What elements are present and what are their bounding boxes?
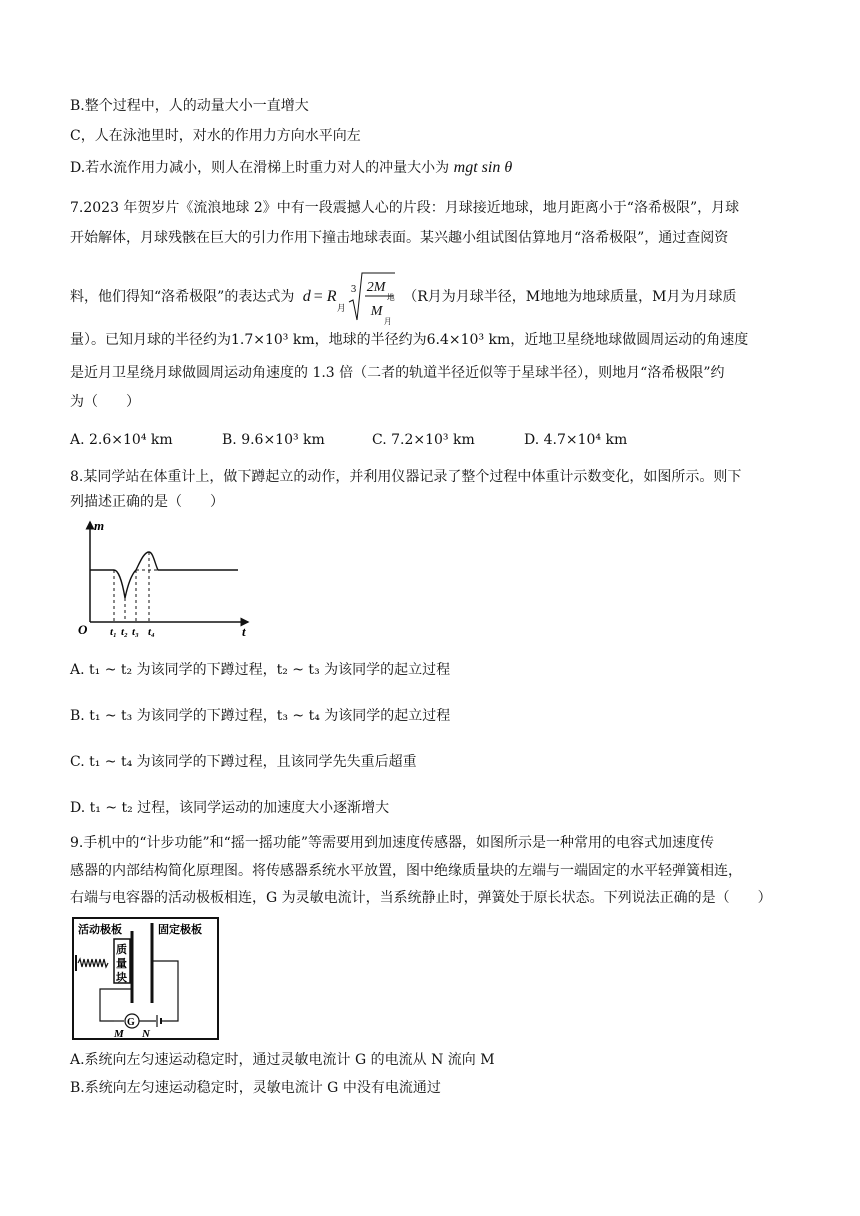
q6-option-d-math: mgt sin θ	[453, 159, 513, 176]
mass-char-2: 量	[116, 958, 127, 970]
formula-den-sub: 月	[383, 317, 392, 326]
q9-option-a: A.系统向左匀速运动稳定时，通过灵敏电流计 G 的电流从 N 流向 M	[70, 1052, 495, 1068]
q7-option-d: D. 4.7×10⁴ km	[524, 432, 628, 448]
formula-root-index: 3	[350, 285, 357, 295]
formula-r: R	[326, 288, 337, 305]
active-plate-label: 活动极板	[78, 924, 122, 936]
formula-numerator: 2M	[366, 280, 386, 295]
t4-label: t₄	[148, 626, 155, 638]
q8-option-c: C. t₁ ~ t₄ 为该同学的下蹲过程，且该同学先失重后超重	[70, 754, 417, 770]
q7-line-3-post: （R月为月球半径，M地地为地球质量，M月为月球质	[403, 289, 737, 305]
mass-char-3: 块	[116, 972, 127, 984]
point-m-label: M	[114, 1028, 124, 1040]
q7-line-6: 为（ ）	[70, 394, 140, 410]
q7-line-4: 量）。已知月球的半径约为1.7×10³ km，地球的半径约为6.4×10³ km，近地卫星绕地球做圆周运动的角速度	[70, 332, 749, 348]
mass-char-1: 质	[116, 944, 127, 956]
formula-r-sub: 月	[336, 304, 346, 314]
q7-line-5: 是近月卫星绕月球做圆周运动角速度的 1.3 倍（二者的轨道半径近似等于星球半径），则地月“洛希极限”约	[70, 365, 725, 381]
mass-curve	[90, 552, 238, 598]
q6-option-b: B.整个过程中，人的动量大小一直增大	[70, 98, 309, 114]
q9-line-2: 感器的内部结构简化原理图。将传感器系统水平放置，图中绝缘质量块的左端与一端固定的水平轻弹簧相连，	[70, 863, 742, 879]
x-axis-label: t	[242, 624, 246, 639]
q9-sensor-diagram	[72, 917, 220, 1041]
q9-line-1: 9.手机中的“计步功能”和“摇一摇功能”等需要用到加速度传感器，如图所示是一种常用的电容式加速度传	[70, 835, 714, 851]
t3-label: t₃	[132, 626, 139, 638]
q7-option-b: B. 9.6×10³ km	[222, 432, 325, 448]
q7-option-a: A. 2.6×10⁴ km	[70, 432, 173, 448]
galvanometer-label: G	[127, 1017, 135, 1028]
q7-line-3	[70, 270, 736, 324]
q6-option-d-text: D.若水流作用力减小，则人在滑梯上时重力对人的冲量大小为	[70, 160, 450, 176]
q7-line-1: 7.2023 年贺岁片《流浪地球 2》中有一段震撼人心的片段：月球接近地球，地月距离小于“洛希极限”，月球	[70, 200, 740, 216]
q7-line-2: 开始解体，月球残骸在巨大的引力作用下撞击地球表面。某兴趣小组试图估算地月“洛希极限”，通过查阅资	[70, 230, 729, 246]
formula-d: d	[302, 288, 311, 305]
t1-label: t₁	[110, 626, 117, 638]
q7-option-c: C. 7.2×10³ km	[372, 432, 475, 448]
t2-label: t₂	[121, 626, 128, 638]
q9-line-3: 右端与电容器的活动极板相连，G 为灵敏电流计，当系统静止时，弹簧处于原长状态。下列说法正确的是（ ）	[70, 890, 772, 906]
q7-line-3-pre: 料，他们得知“洛希极限”的表达式为	[70, 289, 295, 305]
formula-num-sub: 地	[386, 293, 395, 302]
q9-option-b: B.系统向左匀速运动稳定时，灵敏电流计 G 中没有电流通过	[70, 1080, 441, 1096]
q8-option-d: D. t₁ ~ t₂ 过程，该同学运动的加速度大小逐渐增大	[70, 800, 390, 816]
formula-eq: =	[313, 288, 323, 305]
q6-option-d	[70, 158, 512, 178]
fixed-plate-label: 固定极板	[158, 924, 202, 936]
origin-label: O	[78, 622, 88, 637]
formula-denominator: M	[370, 304, 383, 319]
point-n-label: N	[142, 1028, 150, 1040]
q8-mass-time-graph	[72, 516, 262, 642]
roche-formula	[303, 270, 395, 324]
q6-option-c: C，人在泳池里时，对水的作用力方向水平向左	[70, 128, 361, 144]
y-axis-label: m	[94, 518, 105, 533]
q8-line-2: 列描述正确的是（ ）	[70, 494, 224, 510]
q8-line-1: 8.某同学站在体重计上，做下蹲起立的动作，并利用仪器记录了整个过程中体重计示数变化，如图所示。则下	[70, 469, 742, 485]
q8-option-b: B. t₁ ~ t₃ 为该同学的下蹲过程，t₃ ~ t₄ 为该同学的起立过程	[70, 708, 451, 724]
q8-option-a: A. t₁ ~ t₂ 为该同学的下蹲过程，t₂ ~ t₃ 为该同学的起立过程	[70, 662, 451, 678]
